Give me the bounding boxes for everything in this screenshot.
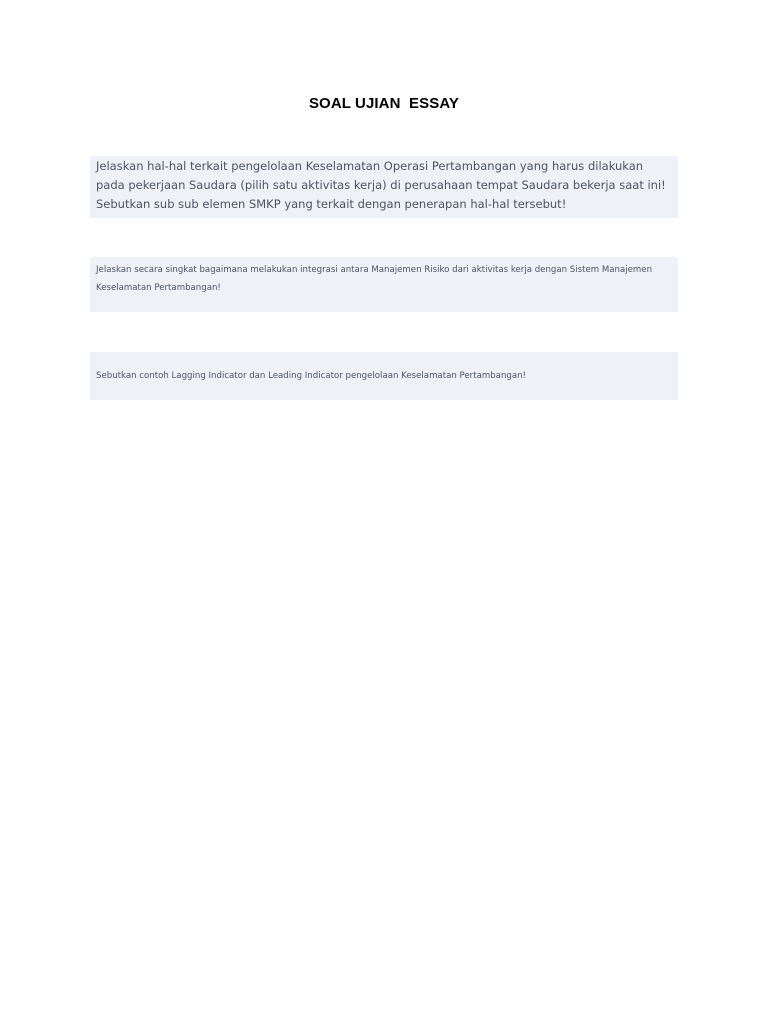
page-title: SOAL UJIAN ESSAY bbox=[308, 95, 460, 112]
question-box-3 bbox=[90, 352, 678, 400]
question-text-1: Jelaskan hal-hal terkait pengelolaan Keselamatan Operasi Pertambangan yang harus dilakukan pada pekerjaan Saudara (pilih satu aktivitas kerja) di perusahaan tempat Saudara bekerja saat ini! Sebutkan sub sub elemen SMKP yang terkait dengan penerapan hal-hal tersebut! bbox=[96, 159, 666, 211]
question-text-3: Sebutkan contoh Lagging Indicator dan Leading Indicator pengelolaan Keselamatan Pertambangan! bbox=[96, 371, 527, 381]
question-text-2: Jelaskan secara singkat bagaimana melakukan integrasi antara Manajemen Risiko dari aktivitas kerja dengan Sistem Manajemen Keselamatan Pertambangan! bbox=[96, 265, 653, 293]
question-box-2 bbox=[90, 257, 678, 312]
question-box-1 bbox=[90, 156, 678, 218]
